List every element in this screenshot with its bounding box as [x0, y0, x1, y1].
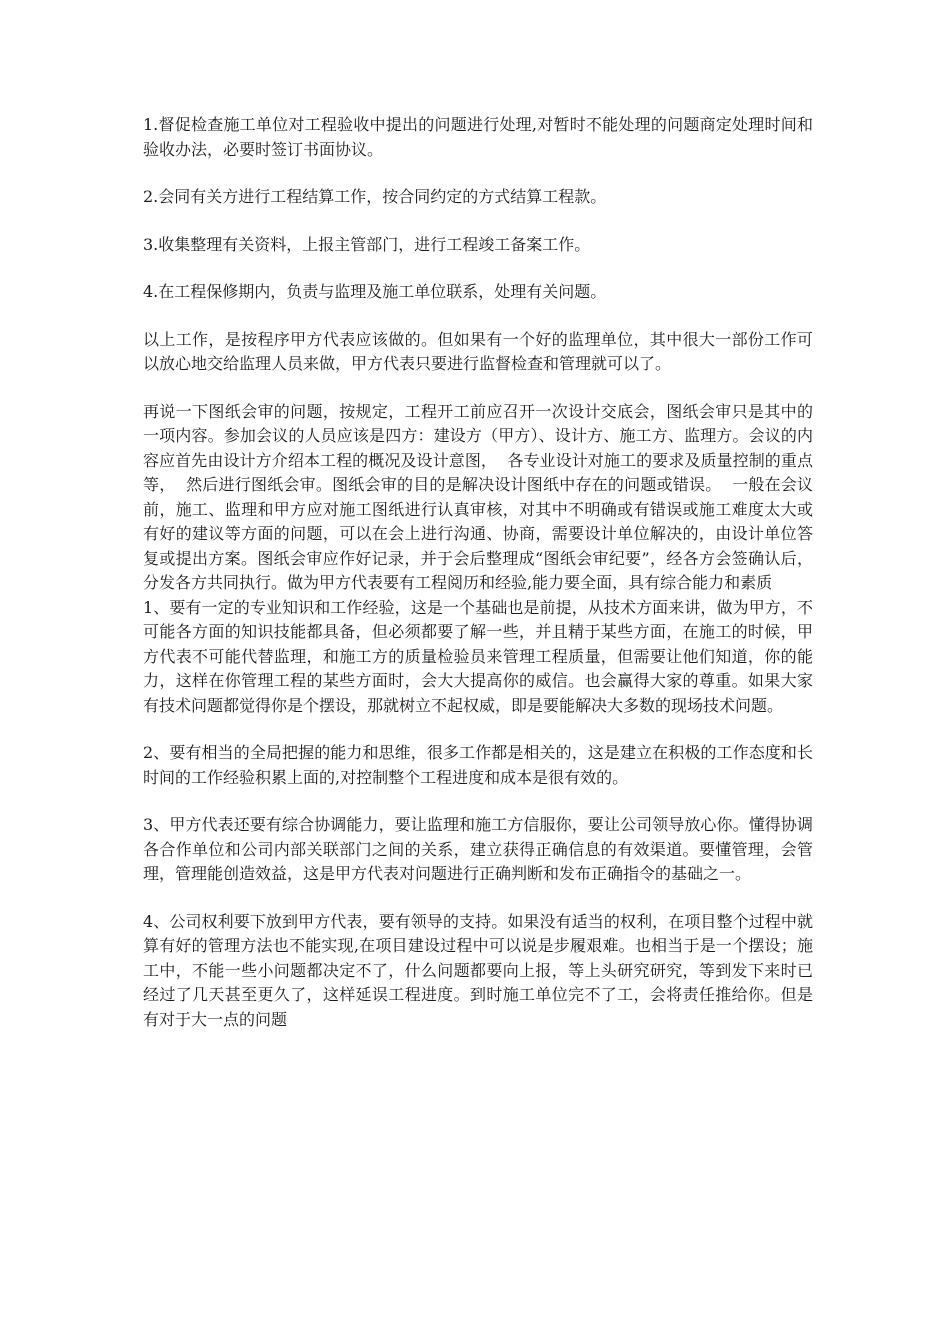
paragraph-item-1: 1.督促检查施工单位对工程验收中提出的问题进行处理,对暂时不能处理的问题商定处理时间和验收办法，必要时签订书面协议。 [143, 115, 813, 159]
paragraph-drawing-review: 再说一下图纸会审的问题，按规定，工程开工前应召开一次设计交底会，图纸会审只是其中的一项内容。参加会议的人员应该是四方：建设方（甲方）、设计方、施工方、监理方。会议的内容应首先由设计方介绍本工程的概况及设计意图， 各专业设计对施工的要求及质量控制的重点等， 然后进行图纸会审。图纸会审的目的是解决设计图纸中存在的问题或错误。 一般在会议前，施工、监理和甲方应对施工图纸进行认真审核，对其中不明确或有错误或施工难度太大或有好的建议等方面的问题，可以在会上进行沟通、协商，需要设计单位解决的，由设计单位答复或提出方案。图纸会审应作好记录，并于会后整理成“图纸会审纪要”，经各方会签确认后，分发各方共同执行。做为甲方代表要有工程阅历和经验,能力要全面，具有综合能力和素质 [143, 401, 813, 592]
paragraph-requirement-4: 4、公司权利要下放到甲方代表，要有领导的支持。如果没有适当的权利，在项目整个过程中就算有好的管理方法也不能实现,在项目建设过程中可以说是步履艰难。也相当于是一个摆设；施工中，不能一些小问题都决定不了，什么问题都要向上报，等上头研究研究，等到发下来时已经过了几天甚至更久了，这样延误工程进度。到时施工单位完不了工，会将责任推给你。但是有对于大一点的问题 [143, 911, 813, 1029]
paragraph-item-4: 4.在工程保修期内，负责与监理及施工单位联系，处理有关问题。 [143, 282, 607, 301]
paragraph-requirement-1: 1、要有一定的专业知识和工作经验，这是一个基础也是前提，从技术方面来讲，做为甲方，不可能各方面的知识技能都具备，但必须都要了解一些，并且精于某些方面，在施工的时候，甲方代表不可能代替监理，和施工方的质量检验员来管理工程质量，但需要让他们知道，你的能力，这样在你管理工程的某些方面时，会大大提高你的威信。也会赢得大家的尊重。如果大家有技术问题都觉得你是个摆设，那就树立不起权威，即是要能解决大多数的现场技术问题。 [143, 597, 813, 715]
paragraph-requirement-3: 3、甲方代表还要有综合协调能力，要让监理和施工方信服你，要让公司领导放心你。懂得协调各合作单位和公司内部关联部门之间的关系，建立获得正确信息的有效渠道。要懂管理，会管理，管理能创造效益，这是甲方代表对问题进行正确判断和发布正确指令的基础之一。 [143, 815, 813, 883]
paragraph-item-3: 3.收集整理有关资料，上报主管部门，进行工程竣工备案工作。 [143, 234, 591, 254]
document-page [143, 113, 813, 1055]
paragraph-item-2: 2.会同有关方进行工程结算工作，按合同约定的方式结算工程款。 [143, 187, 607, 206]
paragraph-summary: 以上工作，是按程序甲方代表应该做的。但如果有一个好的监理单位，其中很大一部份工作可以放心地交给监理人员来做，甲方代表只要进行监督检查和管理就可以了。 [143, 329, 813, 373]
paragraph-requirement-2: 2、要有相当的全局把握的能力和思维，很多工作都是相关的，这是建立在积极的工作态度和长时间的工作经验积累上面的,对控制整个工程进度和成本是很有效的。 [143, 743, 813, 787]
